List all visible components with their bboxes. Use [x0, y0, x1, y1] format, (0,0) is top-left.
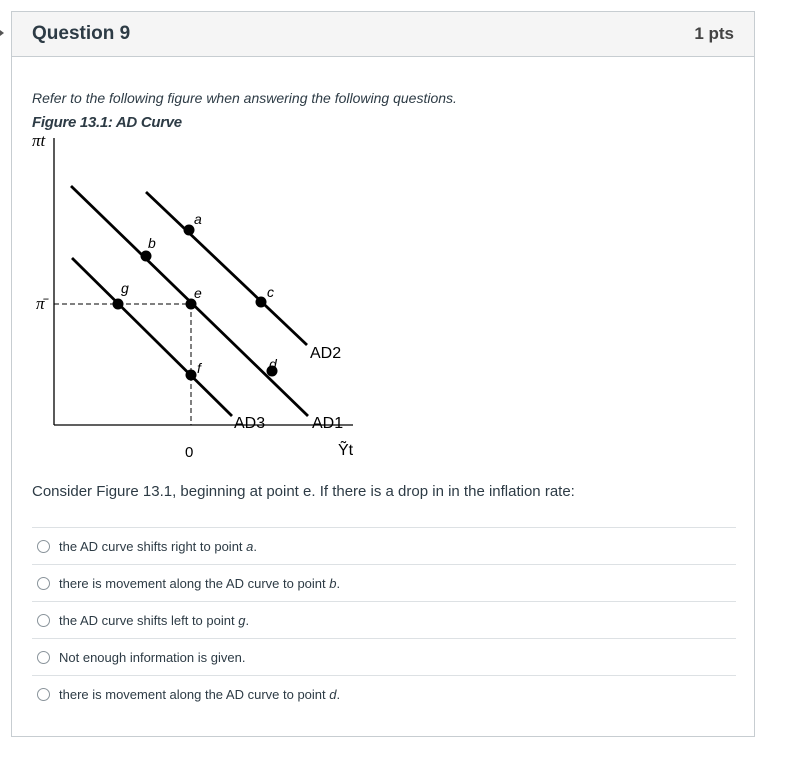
point-a-label: a — [194, 211, 202, 227]
question-card — [11, 11, 755, 737]
pi-bar-label: π̄ — [36, 294, 45, 313]
y-axis-label: πt — [32, 131, 46, 150]
zero-label: 0 — [185, 444, 194, 461]
radio-button[interactable] — [37, 540, 50, 553]
collapse-caret-icon[interactable] — [0, 30, 4, 36]
ad2-label — [310, 345, 341, 362]
answer-option[interactable] — [32, 564, 736, 601]
answer-list — [32, 527, 736, 712]
question-title: Question 9 — [32, 23, 131, 44]
point-b — [141, 251, 152, 262]
ad-curve-figure — [26, 130, 366, 465]
answer-option[interactable] — [32, 675, 736, 712]
answer-text: there is movement along the AD curve to point b. — [59, 575, 341, 591]
point-d-label: d — [269, 356, 277, 372]
answer-text: Not enough information is given. — [59, 649, 246, 665]
x-axis-label: Ỹt — [338, 442, 354, 459]
answer-option[interactable] — [32, 638, 736, 675]
ad2-label-text: AD2 — [310, 345, 342, 362]
question-prompt: Consider Figure 13.1, beginning at point e. If there is a drop in in the inflation rate: — [32, 483, 575, 500]
point-f — [186, 370, 197, 381]
radio-button[interactable] — [37, 577, 50, 590]
radio-button[interactable] — [37, 651, 50, 664]
answer-text: there is movement along the AD curve to point d. — [59, 686, 341, 702]
ad3-label — [234, 415, 265, 432]
point-g — [113, 299, 124, 310]
answer-option[interactable] — [32, 601, 736, 638]
point-f-label: f — [197, 360, 201, 376]
point-c-label: c — [267, 284, 274, 300]
ad2-curve — [146, 192, 307, 345]
ad3-curve — [72, 258, 232, 416]
question-header — [12, 12, 754, 57]
radio-button[interactable] — [37, 614, 50, 627]
ad3-label-text: AD3 — [234, 415, 266, 432]
question-intro: Refer to the following figure when answering the following questions. — [32, 90, 457, 106]
answer-option[interactable] — [32, 527, 736, 564]
point-c — [256, 297, 267, 308]
point-b-label: b — [148, 235, 156, 251]
answer-text: the AD curve shifts right to point a. — [59, 538, 258, 554]
point-g-label: g — [121, 280, 129, 296]
figure-title: Figure 13.1: AD Curve — [32, 114, 182, 131]
radio-button[interactable] — [37, 688, 50, 701]
answer-text: the AD curve shifts left to point g. — [59, 612, 250, 628]
question-points: 1 pts — [694, 24, 734, 43]
point-a — [184, 225, 195, 236]
point-e-label: e — [194, 285, 202, 301]
ad1-label — [312, 415, 343, 432]
ad1-label-text: AD1 — [312, 415, 344, 432]
